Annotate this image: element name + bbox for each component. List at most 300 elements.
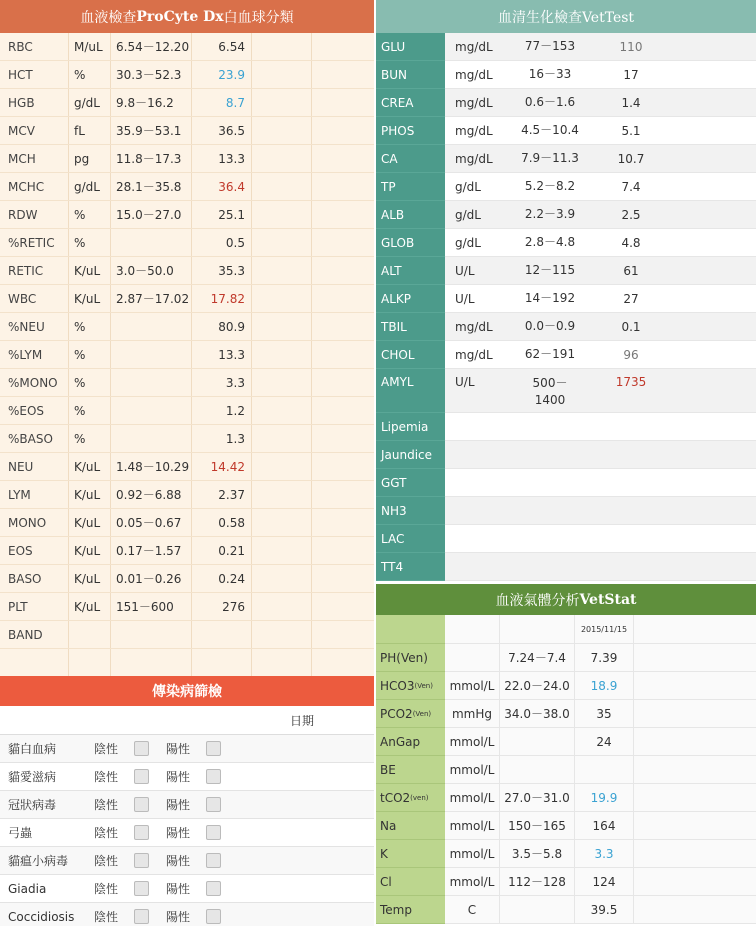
chem-range: 0.6－1.6 (524, 95, 576, 109)
infectious-row (0, 903, 374, 926)
gas-test-subscript: (ven) (410, 793, 429, 802)
cbc-empty-cell (312, 481, 374, 508)
gas-test-name (376, 756, 445, 784)
cbc-unit: pg (69, 145, 111, 172)
cbc-empty-cell (252, 61, 312, 88)
cbc-value: 1.3 (192, 425, 252, 452)
cbc-empty-cell (312, 285, 374, 312)
chem-range: 5.2－8.2 (524, 179, 576, 193)
cbc-unit: K/uL (69, 537, 111, 564)
cbc-unit: % (69, 425, 111, 452)
chem-test-name: Jaundice (376, 441, 445, 469)
chem-row (445, 33, 756, 61)
positive-checkbox[interactable] (206, 909, 221, 924)
positive-checkbox[interactable] (206, 741, 221, 756)
negative-label: 陰性 (94, 854, 119, 868)
cbc-empty-cell (312, 145, 374, 172)
cbc-test-name: %NEU (0, 313, 69, 340)
chem-test-name: BUN (376, 61, 445, 89)
infectious-row (0, 847, 374, 875)
cbc-range: 28.1－35.8 (111, 173, 192, 200)
cbc-empty-cell (252, 285, 312, 312)
cbc-empty-cell (312, 229, 374, 256)
cbc-value: 0.5 (192, 229, 252, 256)
chem-table (445, 33, 756, 581)
cbc-empty-cell (252, 509, 312, 536)
cbc-row (0, 285, 374, 313)
chem-row (445, 117, 756, 145)
gas-value: 18.9 (575, 672, 634, 699)
chem-unit: g/dL (455, 179, 481, 194)
cbc-range (111, 425, 192, 452)
cbc-row (0, 481, 374, 509)
chem-range: 2.2－3.9 (524, 207, 576, 221)
cbc-value: 25.1 (192, 201, 252, 228)
cbc-row (0, 61, 374, 89)
gas-value: 19.9 (575, 784, 634, 811)
positive-label: 陽性 (166, 826, 191, 840)
disease-name: 冠狀病毒 (8, 798, 57, 812)
cbc-test-name (0, 649, 69, 676)
cbc-test-name: %RETIC (0, 229, 69, 256)
gas-test-label: PH(Ven) (380, 650, 428, 665)
gas-table (445, 615, 756, 924)
chem-row (445, 145, 756, 173)
chem-row (445, 369, 756, 413)
cbc-empty-cell (252, 649, 312, 676)
cbc-empty-cell (252, 33, 312, 60)
gas-title-prefix: 血液氣體分析 (495, 592, 580, 609)
cbc-empty-cell (312, 33, 374, 60)
chem-range: 4.5－10.4 (521, 123, 579, 137)
chem-value: 1735 (615, 375, 647, 389)
gas-empty-cell (634, 756, 756, 783)
positive-checkbox[interactable] (206, 797, 221, 812)
chem-test-name: Lipemia (376, 413, 445, 441)
cbc-row (0, 229, 374, 257)
cbc-range (111, 369, 192, 396)
cbc-unit: g/dL (69, 173, 111, 200)
chem-row (445, 257, 756, 285)
cbc-unit: M/uL (69, 33, 111, 60)
negative-label: 陰性 (94, 910, 119, 924)
positive-checkbox[interactable] (206, 881, 221, 896)
chem-row (445, 441, 756, 469)
gas-range: 150－165 (500, 812, 575, 839)
positive-label: 陽性 (166, 742, 191, 756)
cbc-value: 13.3 (192, 145, 252, 172)
cbc-test-name: MCH (0, 145, 69, 172)
chem-test-name: ALT (376, 257, 445, 285)
cbc-row (0, 509, 374, 537)
positive-label: 陽性 (166, 770, 191, 784)
cbc-header (0, 0, 374, 33)
cbc-range (111, 621, 192, 648)
gas-row (445, 672, 756, 700)
chem-name-column (376, 33, 445, 581)
chem-row (445, 413, 756, 441)
cbc-empty-cell (312, 61, 374, 88)
chem-row (445, 341, 756, 369)
cbc-unit: % (69, 229, 111, 256)
chem-range: 14－192 (524, 291, 576, 305)
positive-label: 陽性 (166, 854, 191, 868)
cbc-value: 1.2 (192, 397, 252, 424)
cbc-empty-cell (252, 313, 312, 340)
negative-checkbox[interactable] (134, 909, 149, 924)
disease-name: Coccidiosis (8, 909, 75, 924)
chem-value: 61 (623, 263, 639, 278)
cbc-title-bold: ProCyte Dx (136, 8, 224, 25)
chem-value: 17 (623, 67, 639, 82)
chem-test-name: TBIL (376, 313, 445, 341)
chem-unit: mg/dL (455, 39, 493, 54)
gas-empty-cell (634, 840, 756, 867)
gas-empty-cell (634, 700, 756, 727)
cbc-unit: K/uL (69, 481, 111, 508)
chem-value: 10.7 (617, 151, 645, 166)
gas-range: 34.0－38.0 (500, 700, 575, 727)
gas-test-label: K (380, 846, 388, 861)
cbc-unit: % (69, 201, 111, 228)
gas-row (445, 840, 756, 868)
chem-test-name: LAC (376, 525, 445, 553)
gas-test-name (376, 700, 445, 728)
gas-unit: mmol/L (445, 756, 500, 783)
negative-label: 陰性 (94, 798, 119, 812)
chem-value: 4.8 (621, 235, 641, 250)
cbc-empty-cell (312, 341, 374, 368)
gas-test-label: Temp (380, 902, 412, 917)
chem-unit: g/dL (455, 235, 481, 250)
chem-header: 血清生化檢查VetTest (376, 0, 756, 33)
infectious-row (0, 819, 374, 847)
chem-range: 62－191 (524, 347, 576, 361)
gas-date-row (445, 615, 756, 644)
chem-value: 7.4 (621, 179, 641, 194)
cbc-unit: g/dL (69, 89, 111, 116)
gas-test-name (376, 840, 445, 868)
cbc-unit: K/uL (69, 453, 111, 480)
cbc-test-name: WBC (0, 285, 69, 312)
cbc-range: 11.8－17.3 (111, 145, 192, 172)
cbc-value: 0.58 (192, 509, 252, 536)
gas-range: 7.24－7.4 (500, 644, 575, 671)
chem-value: 0.1 (621, 319, 641, 334)
negative-checkbox[interactable] (134, 769, 149, 784)
cbc-range: 151－600 (111, 593, 192, 620)
cbc-empty-cell (252, 537, 312, 564)
cbc-empty-cell (252, 565, 312, 592)
cbc-unit: K/uL (69, 509, 111, 536)
cbc-value: 8.7 (192, 89, 252, 116)
cbc-range (111, 313, 192, 340)
gas-row (445, 784, 756, 812)
chem-test-name: ALKP (376, 285, 445, 313)
gas-unit: mmHg (445, 700, 500, 727)
cbc-range: 2.87－17.02 (111, 285, 192, 312)
chem-row (445, 89, 756, 117)
gas-row (445, 868, 756, 896)
positive-label: 陽性 (166, 882, 191, 896)
cbc-empty-cell (312, 369, 374, 396)
cbc-empty-cell (312, 117, 374, 144)
cbc-range: 35.9－53.1 (111, 117, 192, 144)
chem-test-name: TP (376, 173, 445, 201)
chem-unit: mg/dL (455, 347, 493, 362)
cbc-empty-cell (252, 369, 312, 396)
chem-row (445, 553, 756, 581)
cbc-test-name: MCV (0, 117, 69, 144)
gas-test-label: tCO2 (380, 790, 411, 805)
chem-test-name: NH3 (376, 497, 445, 525)
cbc-value: 23.9 (192, 61, 252, 88)
cbc-row (0, 397, 374, 425)
chem-test-name: AMYL (376, 369, 445, 413)
cbc-value: 80.9 (192, 313, 252, 340)
infectious-row (0, 875, 374, 903)
cbc-unit: % (69, 341, 111, 368)
chem-unit: mg/dL (455, 67, 493, 82)
gas-unit (445, 644, 500, 671)
cbc-test-name: %EOS (0, 397, 69, 424)
cbc-range: 1.48－10.29 (111, 453, 192, 480)
gas-row (445, 812, 756, 840)
gas-unit: mmol/L (445, 840, 500, 867)
gas-name-column (376, 615, 445, 924)
gas-row (445, 728, 756, 756)
cbc-empty-cell (252, 229, 312, 256)
gas-empty-cell (634, 728, 756, 755)
gas-test-name (376, 672, 445, 700)
positive-checkbox[interactable] (206, 769, 221, 784)
cbc-empty-cell (312, 565, 374, 592)
cbc-unit: % (69, 397, 111, 424)
gas-name-header (376, 615, 445, 644)
gas-empty-cell (634, 868, 756, 895)
gas-unit: C (445, 896, 500, 923)
cbc-value: 35.3 (192, 257, 252, 284)
cbc-row (0, 453, 374, 481)
cbc-empty-cell (312, 201, 374, 228)
chem-row (445, 173, 756, 201)
negative-checkbox[interactable] (134, 797, 149, 812)
chem-value: 110 (619, 39, 643, 54)
cbc-empty-cell (312, 173, 374, 200)
chem-row (445, 61, 756, 89)
cbc-test-name: RETIC (0, 257, 69, 284)
cbc-empty-cell (312, 593, 374, 620)
cbc-row (0, 565, 374, 593)
gas-value: 39.5 (575, 896, 634, 923)
cbc-unit (69, 621, 111, 648)
infectious-row (0, 735, 374, 763)
cbc-empty-cell (312, 649, 374, 676)
cbc-range: 0.17－1.57 (111, 537, 192, 564)
date-label: 日期 (0, 706, 374, 735)
negative-label: 陰性 (94, 770, 119, 784)
cbc-empty-cell (252, 201, 312, 228)
cbc-test-name: BASO (0, 565, 69, 592)
gas-unit: mmol/L (445, 812, 500, 839)
cbc-empty-cell (252, 397, 312, 424)
cbc-test-name: PLT (0, 593, 69, 620)
gas-test-label: Cl (380, 874, 392, 889)
cbc-empty-cell (312, 425, 374, 452)
cbc-row (0, 313, 374, 341)
gas-empty-cell (634, 784, 756, 811)
cbc-value (192, 649, 252, 676)
gas-value (575, 756, 634, 783)
chem-unit: mg/dL (455, 319, 493, 334)
disease-name: 貓白血病 (8, 742, 57, 756)
gas-unit: mmol/L (445, 784, 500, 811)
cbc-empty-cell (252, 453, 312, 480)
cbc-unit: % (69, 61, 111, 88)
cbc-row (0, 369, 374, 397)
cbc-unit (69, 649, 111, 676)
cbc-empty-cell (252, 257, 312, 284)
chem-value: 2.5 (621, 207, 641, 222)
chem-row (445, 201, 756, 229)
cbc-row (0, 89, 374, 117)
cbc-row (0, 201, 374, 229)
negative-checkbox[interactable] (134, 881, 149, 896)
cbc-unit: K/uL (69, 593, 111, 620)
cbc-test-name: RDW (0, 201, 69, 228)
cbc-range: 6.54－12.20 (111, 33, 192, 60)
gas-test-name (376, 644, 445, 672)
gas-row (445, 896, 756, 924)
chem-test-name: CREA (376, 89, 445, 117)
chem-range: 500－ 1400 (532, 376, 568, 407)
cbc-test-name: EOS (0, 537, 69, 564)
cbc-test-name: %BASO (0, 425, 69, 452)
positive-checkbox[interactable] (206, 825, 221, 840)
cbc-row (0, 173, 374, 201)
cbc-empty-cell (312, 313, 374, 340)
cbc-unit: K/uL (69, 565, 111, 592)
chem-unit: g/dL (455, 207, 481, 222)
cbc-test-name: LYM (0, 481, 69, 508)
cbc-empty-cell (312, 89, 374, 116)
gas-empty-cell (634, 672, 756, 699)
chem-unit: U/L (455, 291, 475, 306)
chem-value: 5.1 (621, 123, 641, 138)
cbc-empty-cell (252, 341, 312, 368)
gas-range: 27.0－31.0 (500, 784, 575, 811)
cbc-value: 0.21 (192, 537, 252, 564)
cbc-value: 13.3 (192, 341, 252, 368)
cbc-range (111, 229, 192, 256)
cbc-row (0, 33, 374, 61)
gas-row (445, 756, 756, 784)
negative-label: 陰性 (94, 742, 119, 756)
chem-test-name: TT4 (376, 553, 445, 581)
cbc-row (0, 593, 374, 621)
gas-empty-cell (634, 812, 756, 839)
gas-range: 112－128 (500, 868, 575, 895)
cbc-empty-cell (252, 481, 312, 508)
cbc-empty-cell (312, 509, 374, 536)
negative-label: 陰性 (94, 882, 119, 896)
cbc-empty-cell (312, 621, 374, 648)
gas-value: 164 (575, 812, 634, 839)
chem-row (445, 229, 756, 257)
gas-panel (376, 584, 756, 926)
gas-test-subscript: (Ven) (412, 709, 432, 718)
gas-range: 3.5－5.8 (500, 840, 575, 867)
gas-row (445, 700, 756, 728)
infectious-table (0, 735, 374, 926)
gas-value: 35 (575, 700, 634, 727)
cbc-empty-cell (252, 117, 312, 144)
cbc-test-name: RBC (0, 33, 69, 60)
cbc-range: 3.0－50.0 (111, 257, 192, 284)
cbc-range: 30.3－52.3 (111, 61, 192, 88)
gas-value: 3.3 (575, 840, 634, 867)
cbc-value: 36.4 (192, 173, 252, 200)
cbc-range: 9.8－16.2 (111, 89, 192, 116)
cbc-test-name: MCHC (0, 173, 69, 200)
chem-range: 77－153 (524, 39, 576, 53)
gas-range (500, 756, 575, 783)
cbc-unit: % (69, 369, 111, 396)
infectious-row (0, 763, 374, 791)
chem-value: 96 (623, 347, 639, 362)
gas-unit: mmol/L (445, 868, 500, 895)
cbc-value: 0.24 (192, 565, 252, 592)
gas-test-label: AnGap (380, 734, 421, 749)
positive-checkbox[interactable] (206, 853, 221, 868)
cbc-row (0, 621, 374, 649)
disease-name: 弓蟲 (8, 826, 33, 840)
gas-test-label: BE (380, 762, 396, 777)
cbc-empty-cell (252, 593, 312, 620)
cbc-value: 276 (192, 593, 252, 620)
chem-test-name: PHOS (376, 117, 445, 145)
cbc-empty-cell (312, 537, 374, 564)
gas-test-name (376, 728, 445, 756)
cbc-range: 0.92－6.88 (111, 481, 192, 508)
chem-range: 12－115 (524, 263, 576, 277)
cbc-value: 6.54 (192, 33, 252, 60)
gas-unit: mmol/L (445, 728, 500, 755)
cbc-range (111, 649, 192, 676)
cbc-empty-cell (252, 173, 312, 200)
gas-date: 2015/11/15 (575, 615, 634, 643)
chem-range: 16－33 (528, 67, 572, 81)
chem-unit: U/L (455, 263, 475, 278)
cbc-row (0, 257, 374, 285)
disease-name: Giadia (8, 881, 47, 896)
cbc-value: 3.3 (192, 369, 252, 396)
chem-unit: U/L (455, 375, 475, 389)
negative-checkbox[interactable] (134, 825, 149, 840)
chem-unit: mg/dL (455, 123, 493, 138)
infectious-header: 傳染病篩檢 (0, 676, 374, 706)
gas-range (500, 896, 575, 923)
negative-checkbox[interactable] (134, 853, 149, 868)
gas-empty-cell (634, 896, 756, 923)
chem-unit: mg/dL (455, 151, 493, 166)
gas-empty-cell (634, 644, 756, 671)
gas-test-subscript: (Ven) (414, 681, 433, 690)
cbc-row (0, 425, 374, 453)
infectious-row (0, 791, 374, 819)
chem-value: 1.4 (621, 95, 641, 110)
negative-checkbox[interactable] (134, 741, 149, 756)
